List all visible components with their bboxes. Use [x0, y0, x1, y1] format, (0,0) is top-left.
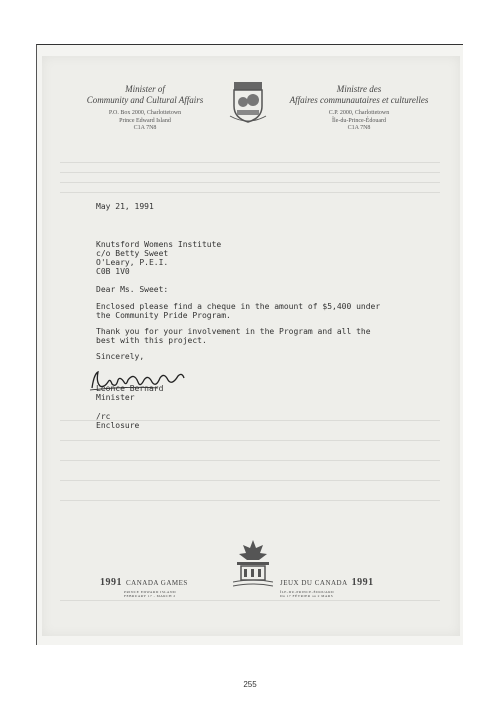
- signer-title: Minister: [96, 393, 135, 402]
- letterhead-english: [70, 84, 220, 133]
- games-sub-fr: ÎLE-DU-PRINCE-ÉDOUARD Du 17 FÉVRIER au 2 MARS: [280, 590, 335, 598]
- typist-initials: /rc: [96, 412, 111, 421]
- canada-games-footer: [100, 540, 400, 598]
- letterhead-french: [284, 84, 434, 133]
- games-year-right: 1991: [351, 577, 374, 588]
- games-block-en: [100, 572, 188, 598]
- games-year-left: 1991: [100, 577, 122, 588]
- ministry-title-en: Minister of Community and Cultural Affairs: [86, 84, 204, 105]
- closing: Sincerely,: [96, 352, 145, 361]
- bleed-line: [60, 162, 440, 163]
- games-sub-en: PRINCE EDWARD ISLAND FEBRUARY 17 - MARCH 2: [124, 590, 176, 598]
- recipient-address: Knutsford Womens Institute c/o Betty Sweet O'Leary, P.E.I. C0B 1V0: [96, 240, 222, 276]
- salutation: Dear Ms. Sweet:: [96, 285, 169, 294]
- paragraph-2: Thank you for your involvement in the Program and all the best with this project.: [96, 327, 371, 345]
- enclosure-note: Enclosure: [96, 421, 140, 430]
- canada-games-logo-icon: [233, 540, 273, 588]
- ministry-address-en: P.O. Box 2000, Charlottetown Prince Edward Island C1A 7N8: [108, 110, 182, 131]
- games-name-fr: JEUX DU CANADA: [280, 579, 348, 587]
- games-name-en: CANADA GAMES: [126, 579, 188, 587]
- ministry-address-fr: C.P. 2000, Charlottetown Île-du-Prince-Édouard C1A 7N8: [328, 110, 390, 131]
- signer-name: Leonce Bernard: [96, 384, 164, 393]
- bleed-line: [60, 192, 440, 193]
- page-number: 255: [243, 680, 257, 689]
- letter-date: May 21, 1991: [96, 202, 154, 211]
- bleed-line: [60, 182, 440, 183]
- ministry-title-fr: Ministre des Affaires communautaires et culturelles: [289, 84, 429, 105]
- pei-crest-icon: [228, 80, 268, 124]
- bleed-line: [60, 172, 440, 173]
- bleed-line: [60, 480, 440, 481]
- bleed-line: [60, 500, 440, 501]
- bleed-line: [60, 440, 440, 441]
- bleed-line: [60, 600, 440, 601]
- bleed-line: [60, 460, 440, 461]
- paragraph-1: Enclosed please find a cheque in the amount of $5,400 under the Community Pride Program.: [96, 302, 381, 320]
- games-block-fr: [280, 572, 374, 598]
